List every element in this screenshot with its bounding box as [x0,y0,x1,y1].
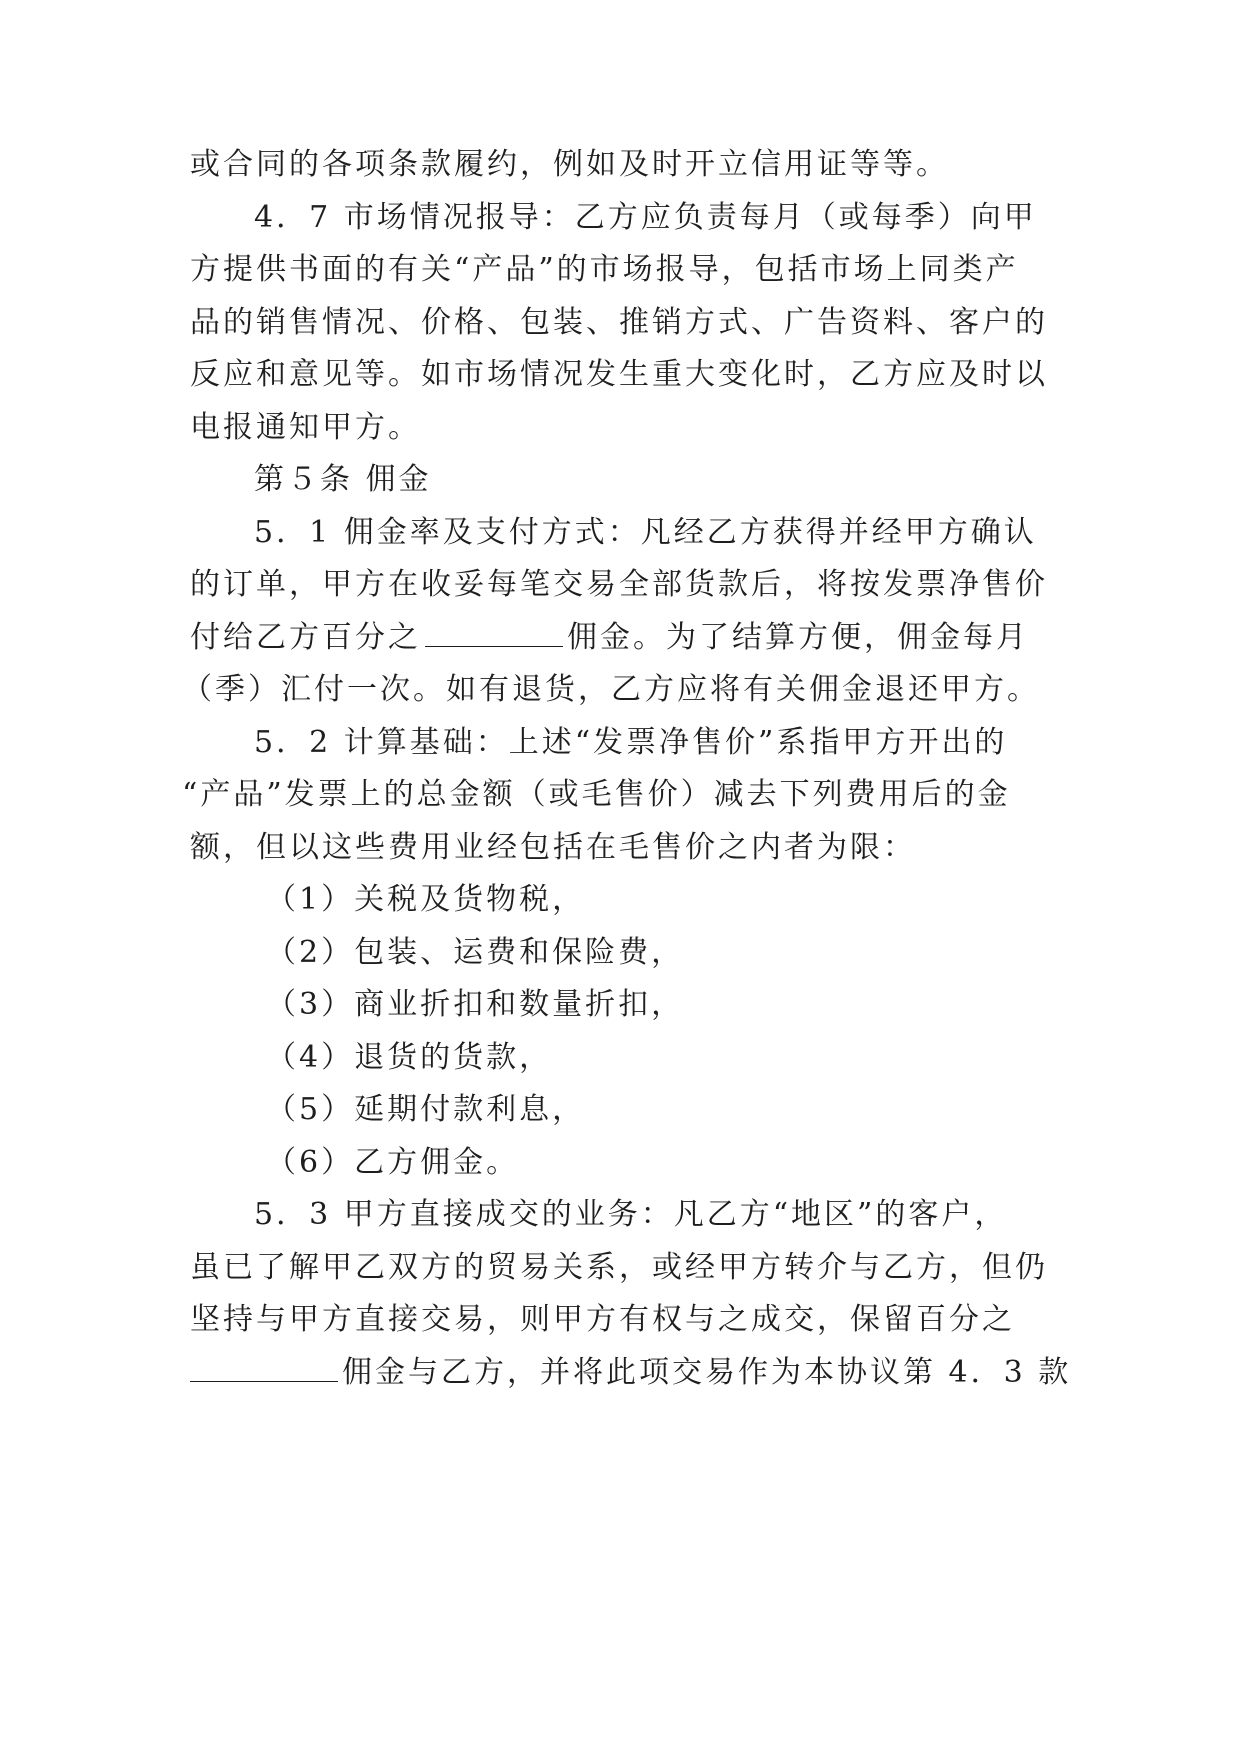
list-item: （3）商业折扣和数量折扣， [266,987,685,1022]
text-line: 额，但以这些费用业经包括在毛售价之内者为限： [190,830,916,865]
clause-5-2: 5．2 计算基础：上述“发票净售价”系指甲方开出的 [254,725,1008,760]
text-line: 方提供书面的有关“产品”的市场报导，包括市场上同类产 [190,252,1019,287]
text-segment: 佣金。为了结算方便，佣金每月 [567,620,1029,655]
text-line: 品的销售情况、价格、包装、推销方式、广告资料、客户的 [190,305,1048,340]
list-item: （2）包装、运费和保险费， [266,935,685,970]
retained-commission-blank [190,1353,338,1382]
clause-5-1: 5．1 佣金率及支付方式：凡经乙方获得并经甲方确认 [254,515,1037,550]
text-line: 反应和意见等。如市场情况发生重大变化时，乙方应及时以 [190,357,1048,392]
text-line: （季）汇付一次。如有退货，乙方应将有关佣金退还甲方。 [182,672,1040,707]
commission-rate-blank [425,618,563,647]
text-line: 坚持与甲方直接交易，则甲方有权与之成交，保留百分之 [190,1302,1015,1337]
text-line: 虽已了解甲乙双方的贸易关系，或经甲方转介与乙方，但仍 [190,1250,1048,1285]
list-item: （6）乙方佣金。 [266,1145,520,1180]
text-line: “产品”发票上的总金额（或毛售价）减去下列费用后的金 [182,777,1011,812]
text-line-with-blank [190,1353,1072,1393]
text-line: 或合同的各项条款履约，例如及时开立信用证等等。 [190,147,949,182]
text-line: 电报通知甲方。 [190,410,421,445]
text-line-with-blank [190,618,1050,658]
clause-5-3: 5．3 甲方直接成交的业务：凡乙方“地区”的客户， [254,1197,1008,1232]
list-item: （1）关税及货物税， [266,882,586,917]
clause-4-7: 4．7 市场情况报导：乙方应负责每月（或每季）向甲 [254,200,1037,235]
text-segment: 佣金与乙方，并将此项交易作为本协议第 4．3 款 [342,1355,1072,1390]
article-5-heading: 第５条 佣金 [254,462,432,497]
list-item: （4）退货的货款， [266,1040,553,1075]
list-item: （5）延期付款利息， [266,1092,586,1127]
text-line: 的订单，甲方在收妥每笔交易全部货款后，将按发票净售价 [190,567,1048,602]
text-segment: 付给乙方百分之 [190,620,421,655]
